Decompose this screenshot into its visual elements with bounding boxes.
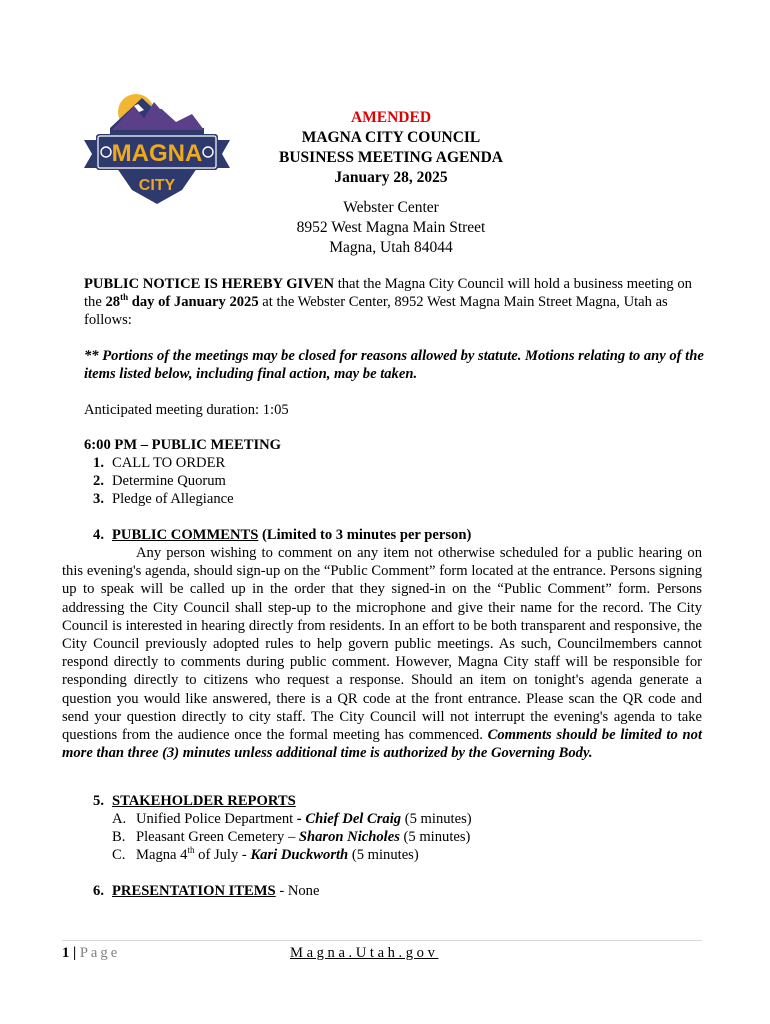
list-item — [112, 828, 472, 846]
stakeholder-list — [112, 810, 472, 865]
presentation-title: PRESENTATION ITEMS — [112, 883, 276, 899]
report-duration: (5 minutes) — [348, 847, 419, 864]
item-label: Pledge of Allegiance — [112, 491, 234, 508]
logo-city-text: CITY — [138, 177, 176, 194]
meeting-duration: Anticipated meeting duration: 1:05 — [84, 402, 289, 418]
item-letter: A. — [112, 811, 127, 827]
report-org: Pleasant Green Cemetery – — [136, 829, 299, 846]
item-number: 6. — [93, 883, 104, 899]
item-label: Determine Quorum — [112, 473, 226, 490]
item-number: 5. — [93, 793, 104, 809]
item-number: 3. — [93, 491, 104, 508]
location-name: Webster Center — [343, 199, 439, 216]
public-comments-emphasis: Comments should be limited to not more than three (3) minutes unless additional time is authorized by the Governing Body. — [62, 727, 702, 762]
meeting-date: January 28, 2025 — [334, 169, 448, 186]
notice-lead: PUBLIC NOTICE IS HEREBY GIVEN — [84, 276, 335, 292]
public-comments-text: Any person wishing to comment on any item not otherwise scheduled for a public hearing on this evening's agenda, should sign-up on the “Public Comment” form located at the entrance. Persons signing up to speak will be called up in the order that they signed-in on the “Public Comment” form. Persons addressing the City Council shall step-up to the microphone and give their name for the record. The City Council is interested in hearing directly from residents. In an effort to be both transparent and responsive, the City Council previously adopted rules to help govern public meetings. As such, Councilmembers cannot respond directly to comments during public comment. However, Magna City staff will be responsible for responding directly to citizens who request a response. Should an item on tonight's agenda generate a question you would like answered, there is a QR code at the front entrance. Please scan the QR code and send your question directly to city staff. The City Council will not interrupt the evening's agenda to take questions from the audience once the formal meeting has commenced. — [62, 545, 702, 744]
report-presenter: Sharon Nicholes — [298, 829, 400, 846]
footer-divider — [62, 940, 702, 941]
notice-text-2: at the Webster Center, 8952 West Magna Main Street Magna, Utah as follows: — [84, 294, 668, 329]
logo-wordmark: MAGNA — [111, 140, 203, 167]
stakeholder-title: STAKEHOLDER REPORTS — [112, 793, 296, 809]
page-number — [62, 944, 120, 962]
meeting-heading: 6:00 PM – PUBLIC MEETING — [84, 437, 282, 453]
report-presenter: - Chief Del Craig — [296, 811, 402, 827]
location-street: 8952 West Magna Main Street — [296, 219, 486, 236]
report-duration: (5 minutes) — [399, 829, 471, 846]
website-link[interactable]: Magna.Utah.gov — [290, 945, 439, 961]
page-separator: | — [69, 945, 80, 961]
agenda-title: BUSINESS MEETING AGENDA — [279, 149, 503, 166]
report-org-suffix: th — [187, 845, 195, 856]
report-org-rest: of July - — [194, 847, 251, 864]
report-presenter: Kari Duckworth — [250, 847, 349, 864]
presentation-status: - None — [275, 883, 320, 899]
magna-city-logo — [82, 88, 232, 206]
report-org: Magna 4 — [136, 847, 188, 864]
list-item — [112, 810, 472, 828]
notice-day-suffix: th — [120, 292, 129, 303]
report-duration: (5 minutes) — [401, 811, 472, 827]
item-label: CALL TO ORDER — [112, 455, 226, 471]
location-city: Magna, Utah 84044 — [329, 239, 453, 256]
item-letter: C. — [112, 847, 126, 864]
council-title: MAGNA CITY COUNCIL — [301, 129, 481, 146]
item-number: 1. — [93, 455, 104, 471]
public-comments-title: PUBLIC COMMENTS — [112, 527, 259, 543]
agenda-header — [232, 108, 550, 258]
item-number: 4. — [93, 527, 104, 543]
page-word: Page — [79, 945, 121, 961]
notice-text-1: that the Magna City Council will hold a business meeting on the — [84, 276, 692, 311]
list-item — [112, 846, 472, 864]
notice-day: 28 — [105, 294, 121, 311]
amended-label: AMENDED — [350, 109, 432, 126]
closure-notice: ** Portions of the meetings may be closed for reasons allowed by statute. Motions relating to any of the items listed below, including final action, may be taken. — [84, 348, 704, 383]
public-comments-body — [62, 544, 702, 762]
item-number: 2. — [93, 473, 104, 490]
public-notice — [84, 275, 704, 330]
page-number-value: 1 — [62, 945, 70, 961]
item-letter: B. — [112, 829, 126, 846]
notice-day-rest: day of January 2025 — [128, 294, 259, 311]
public-comments-limit: (Limited to 3 minutes per person) — [258, 527, 472, 543]
report-org: Unified Police Department — [136, 811, 297, 827]
